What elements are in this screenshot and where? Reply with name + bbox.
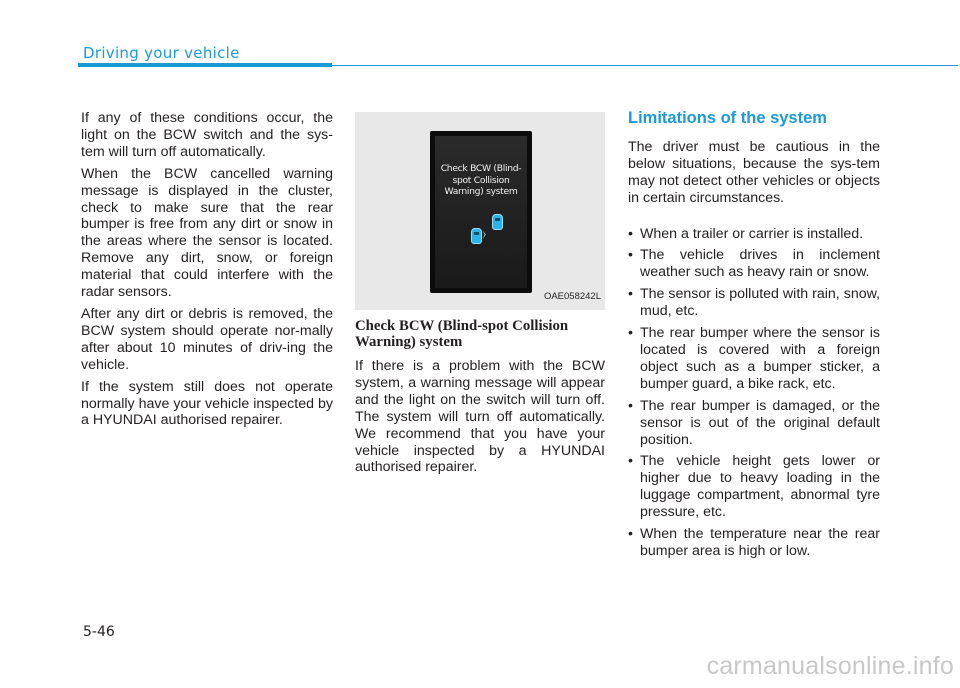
list-item: • When a trailer or carrier is installed. <box>628 226 880 243</box>
section-title: Driving your vehicle <box>83 44 240 62</box>
limitations-list <box>628 226 880 560</box>
figure-code: OAE058242L <box>543 291 601 303</box>
header-rule-thick <box>78 63 332 67</box>
paragraph: When the BCW cancelled warning message is displayed in the cluster, check to make sure that the rear bumper is free from any dirt or snow in the areas where the sensor is located. Remove any dirt, snow, or foreign material that could interfere with the radar sensors. <box>81 165 333 301</box>
vehicle-icon <box>492 214 503 230</box>
limitations-heading: Limitations of the system <box>628 109 827 127</box>
list-item: • When the temperature near the rear bumper area is high or low. <box>628 526 880 560</box>
list-item: • The rear bumper where the sensor is located is covered with a foreign object such as a bumper sticker, a bumper guard, a bike rack, etc. <box>628 325 880 393</box>
header-rule-thin <box>332 65 958 67</box>
paragraph: If there is a problem with the BCW system, a warning message will appear and the light on the switch will turn off. The system will turn off automatically. We recommend that you have your vehicle inspected by a HYUNDAI authorised repairer. <box>355 358 605 476</box>
cluster-figure <box>355 112 605 310</box>
list-item: • The vehicle height gets lower or higher due to heavy loading in the luggage compartment, abnormal tyre pressure, etc. <box>628 453 880 521</box>
radar-waves-icon: ⧽ <box>483 230 487 240</box>
list-item: • The sensor is polluted with rain, snow, mud, etc. <box>628 286 880 320</box>
paragraph: The driver must be cautious in the below situations, because the sys-tem may not detect other vehicles or objects in certain circumstances. <box>628 138 880 206</box>
list-item: • The rear bumper is damaged, or the sensor is out of the original default position. <box>628 398 880 449</box>
warning-message: Check BCW (Blind- spot Collision Warning) system <box>440 163 522 197</box>
cluster-display <box>430 131 532 293</box>
list-item: • The vehicle drives in inclement weather such as heavy rain or snow. <box>628 247 880 281</box>
paragraph: If any of these conditions occur, the light on the BCW switch and the sys-tem will turn off automatically. <box>81 110 333 160</box>
page-number: 5-46 <box>83 624 115 640</box>
section-heading: Check BCW (Blind-spot Collision Warning) system <box>355 318 569 350</box>
vehicle-icon <box>471 228 482 244</box>
column-right <box>628 110 880 565</box>
watermark: carmanualsonline.info <box>706 652 954 680</box>
paragraph: After any dirt or debris is removed, the BCW system should operate nor-mally after about 10 minutes of driv-ing the vehicle. <box>81 305 333 373</box>
column-middle <box>355 112 605 476</box>
column-left <box>81 110 333 434</box>
paragraph: If the system still does not operate normally have your vehicle inspected by a HYUNDAI authorised repairer. <box>81 378 333 429</box>
